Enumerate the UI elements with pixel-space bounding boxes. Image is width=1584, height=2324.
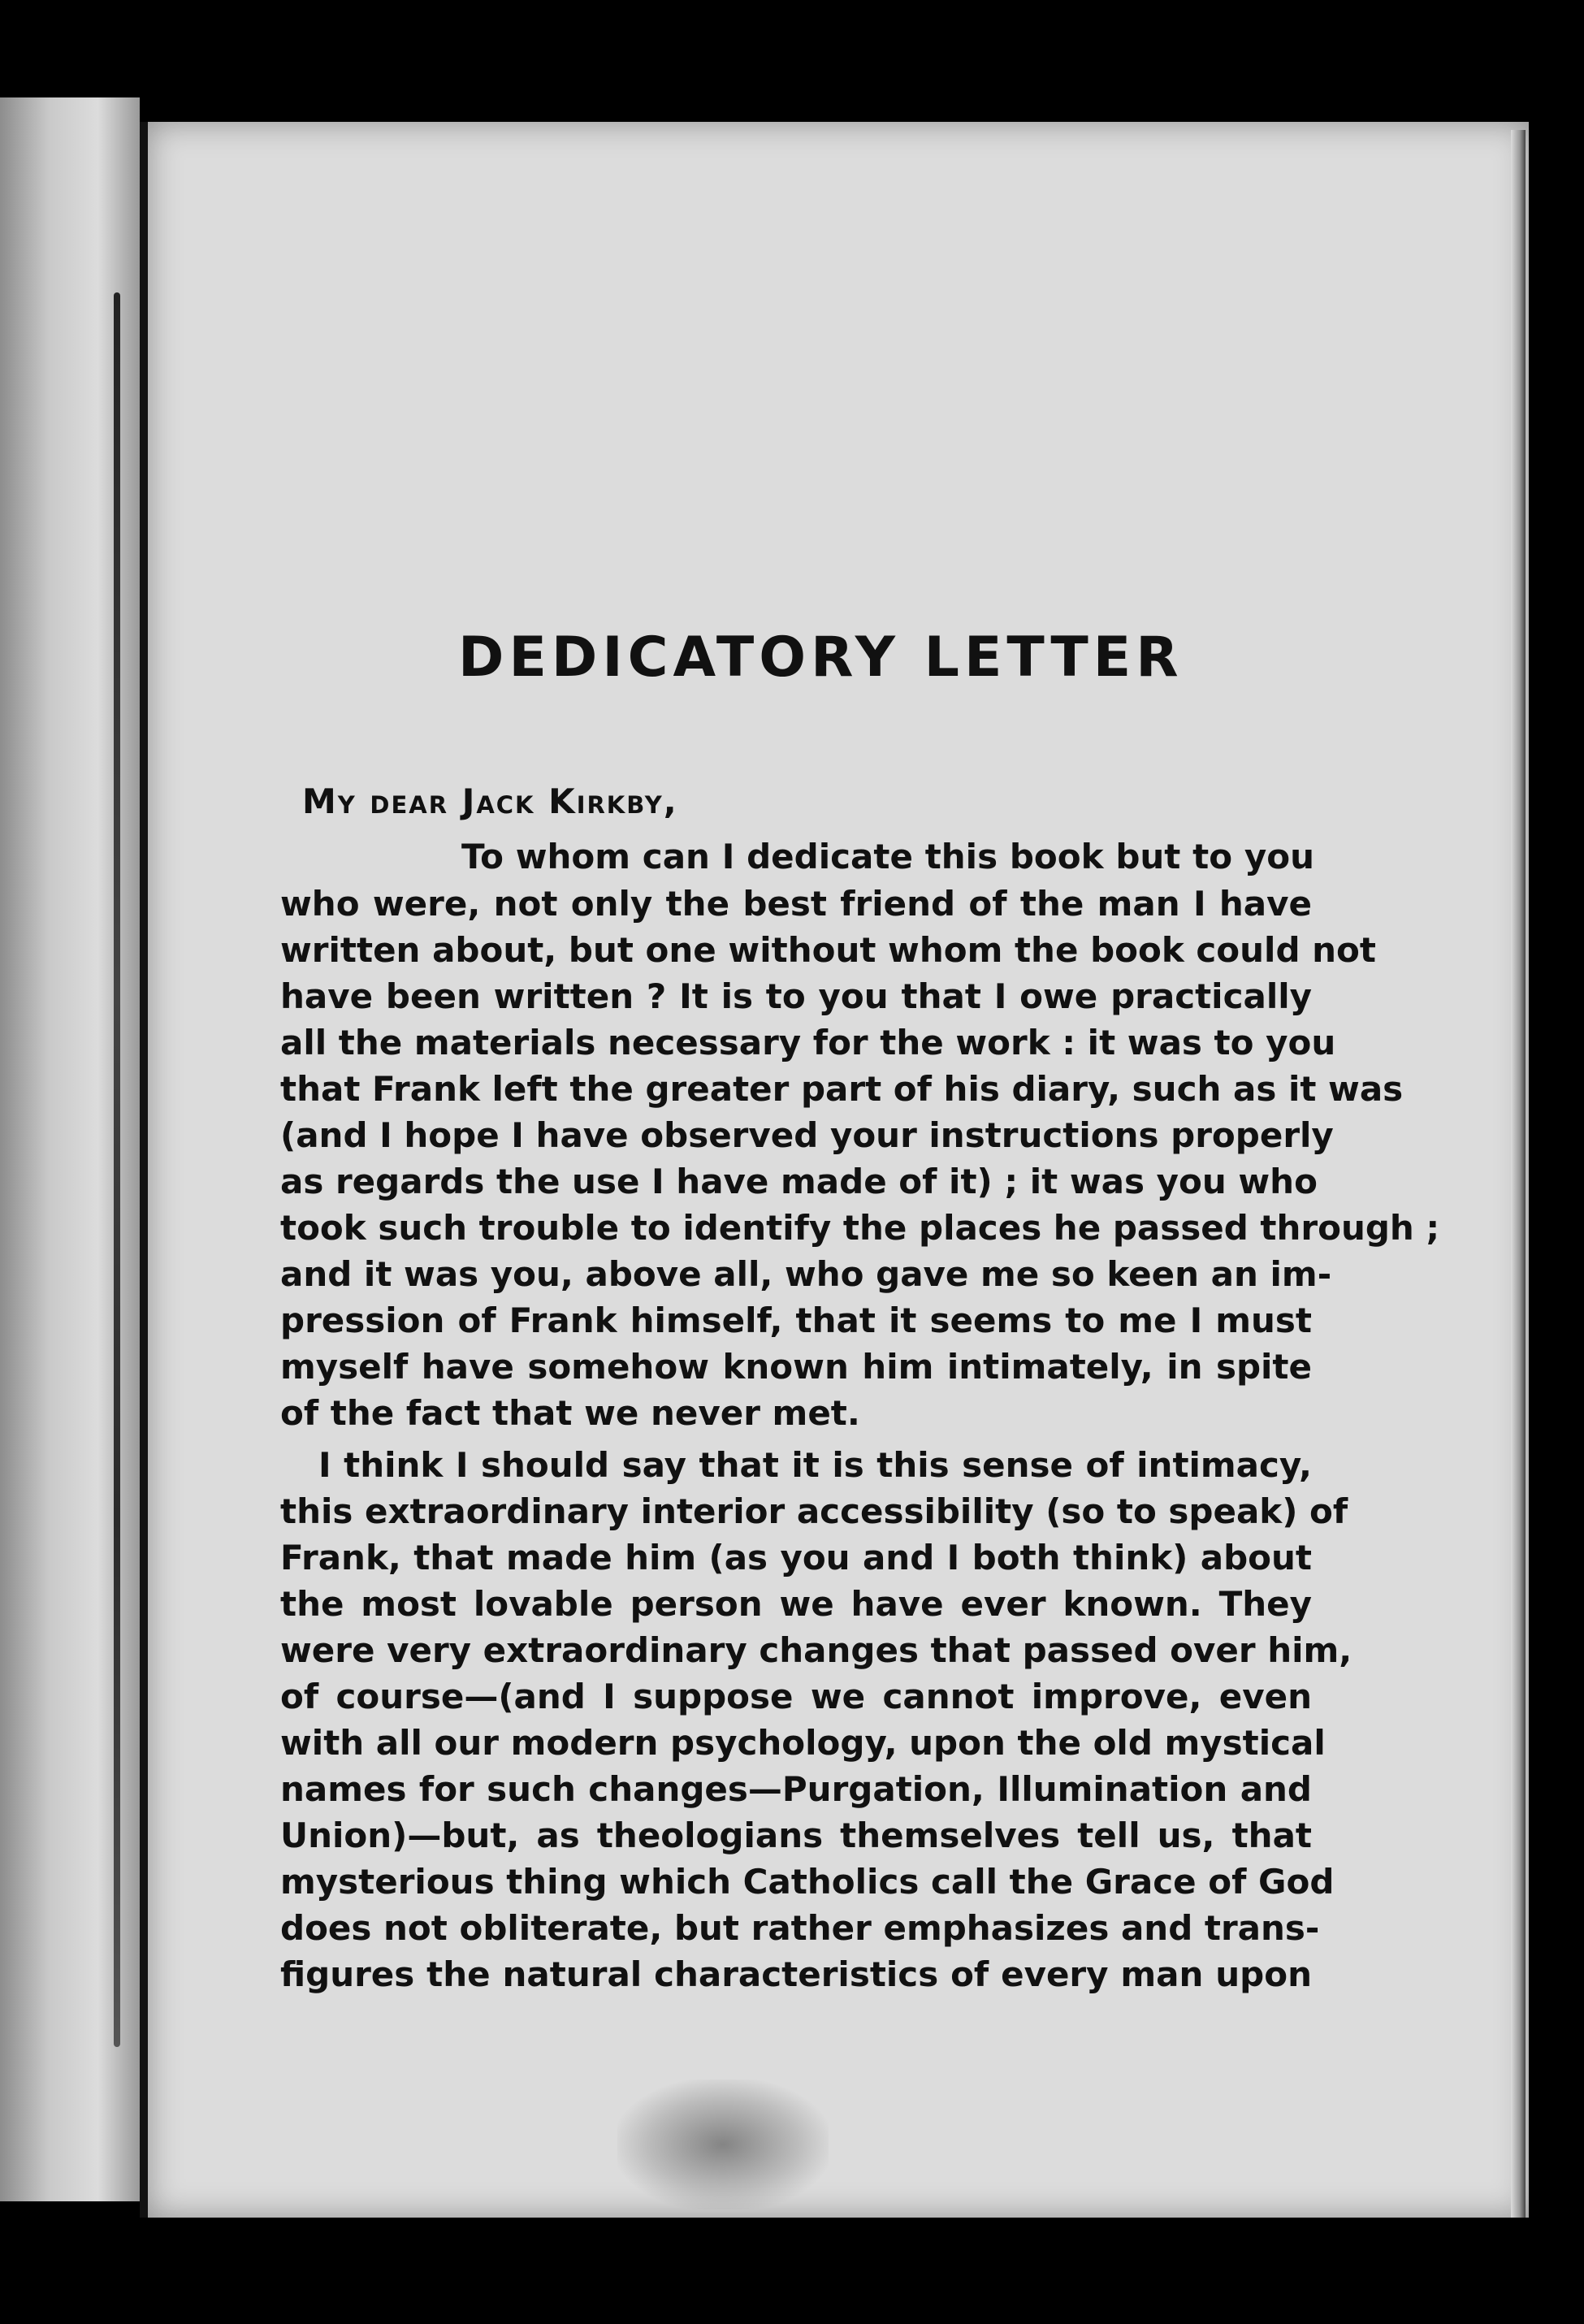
text-line: figures the natural characteristics of every man upon: [280, 1954, 1312, 1994]
text-line: that Frank left the greater part of his diary, such as it was: [280, 1069, 1404, 1109]
text-line: To whom can I dedicate this book but to you: [461, 837, 1314, 876]
text-line: names for such changes—Purgation, Illumination and: [280, 1769, 1312, 1809]
page-edge-shadow: [1511, 130, 1526, 2218]
text-line: pression of Frank himself, that it seems to me I must: [280, 1300, 1312, 1340]
text-line: written about, but one without whom the book could not: [280, 930, 1376, 970]
text-line: myself have somehow known him intimately, in spite: [280, 1347, 1312, 1387]
facing-page-edge: [0, 97, 140, 2201]
text-line: of the fact that we never met.: [280, 1393, 860, 1433]
text-line: (and I hope I have observed your instructions properly: [280, 1115, 1334, 1155]
ink-smudge: [617, 2079, 829, 2209]
text-line: Union)—but, as theologians themselves tell us, that: [280, 1815, 1312, 1855]
page-heading: DEDICATORY LETTER: [458, 625, 1184, 690]
text-line: of course—(and I suppose we cannot improve, even: [280, 1677, 1312, 1716]
text-line: this extraordinary interior accessibility (so to speak) of: [280, 1491, 1348, 1531]
binding-edge: [114, 292, 120, 2047]
salutation: My dear Jack Kirkby,: [302, 781, 678, 821]
text-line: have been written ? It is to you that I owe practically: [280, 976, 1312, 1016]
text-line: the most lovable person we have ever known. They: [280, 1584, 1312, 1624]
text-line: Frank, that made him (as you and I both think) about: [280, 1538, 1312, 1577]
text-line: mysterious thing which Catholics call the Grace of God: [280, 1862, 1335, 1902]
text-line: as regards the use I have made of it) ; it was you who: [280, 1162, 1318, 1201]
text-line: I think I should say that it is this sense of intimacy,: [318, 1445, 1312, 1485]
text-line: took such trouble to identify the places he passed through ;: [280, 1208, 1440, 1248]
text-line: were very extraordinary changes that passed over him,: [280, 1630, 1352, 1670]
text-line: all the materials necessary for the work : it was to you: [280, 1023, 1336, 1062]
text-line: who were, not only the best friend of the man I have: [280, 884, 1312, 924]
text-line: and it was you, above all, who gave me so keen an im-: [280, 1254, 1332, 1294]
text-line: with all our modern psychology, upon the old mystical: [280, 1723, 1326, 1763]
text-line: does not obliterate, but rather emphasizes and trans-: [280, 1908, 1320, 1948]
